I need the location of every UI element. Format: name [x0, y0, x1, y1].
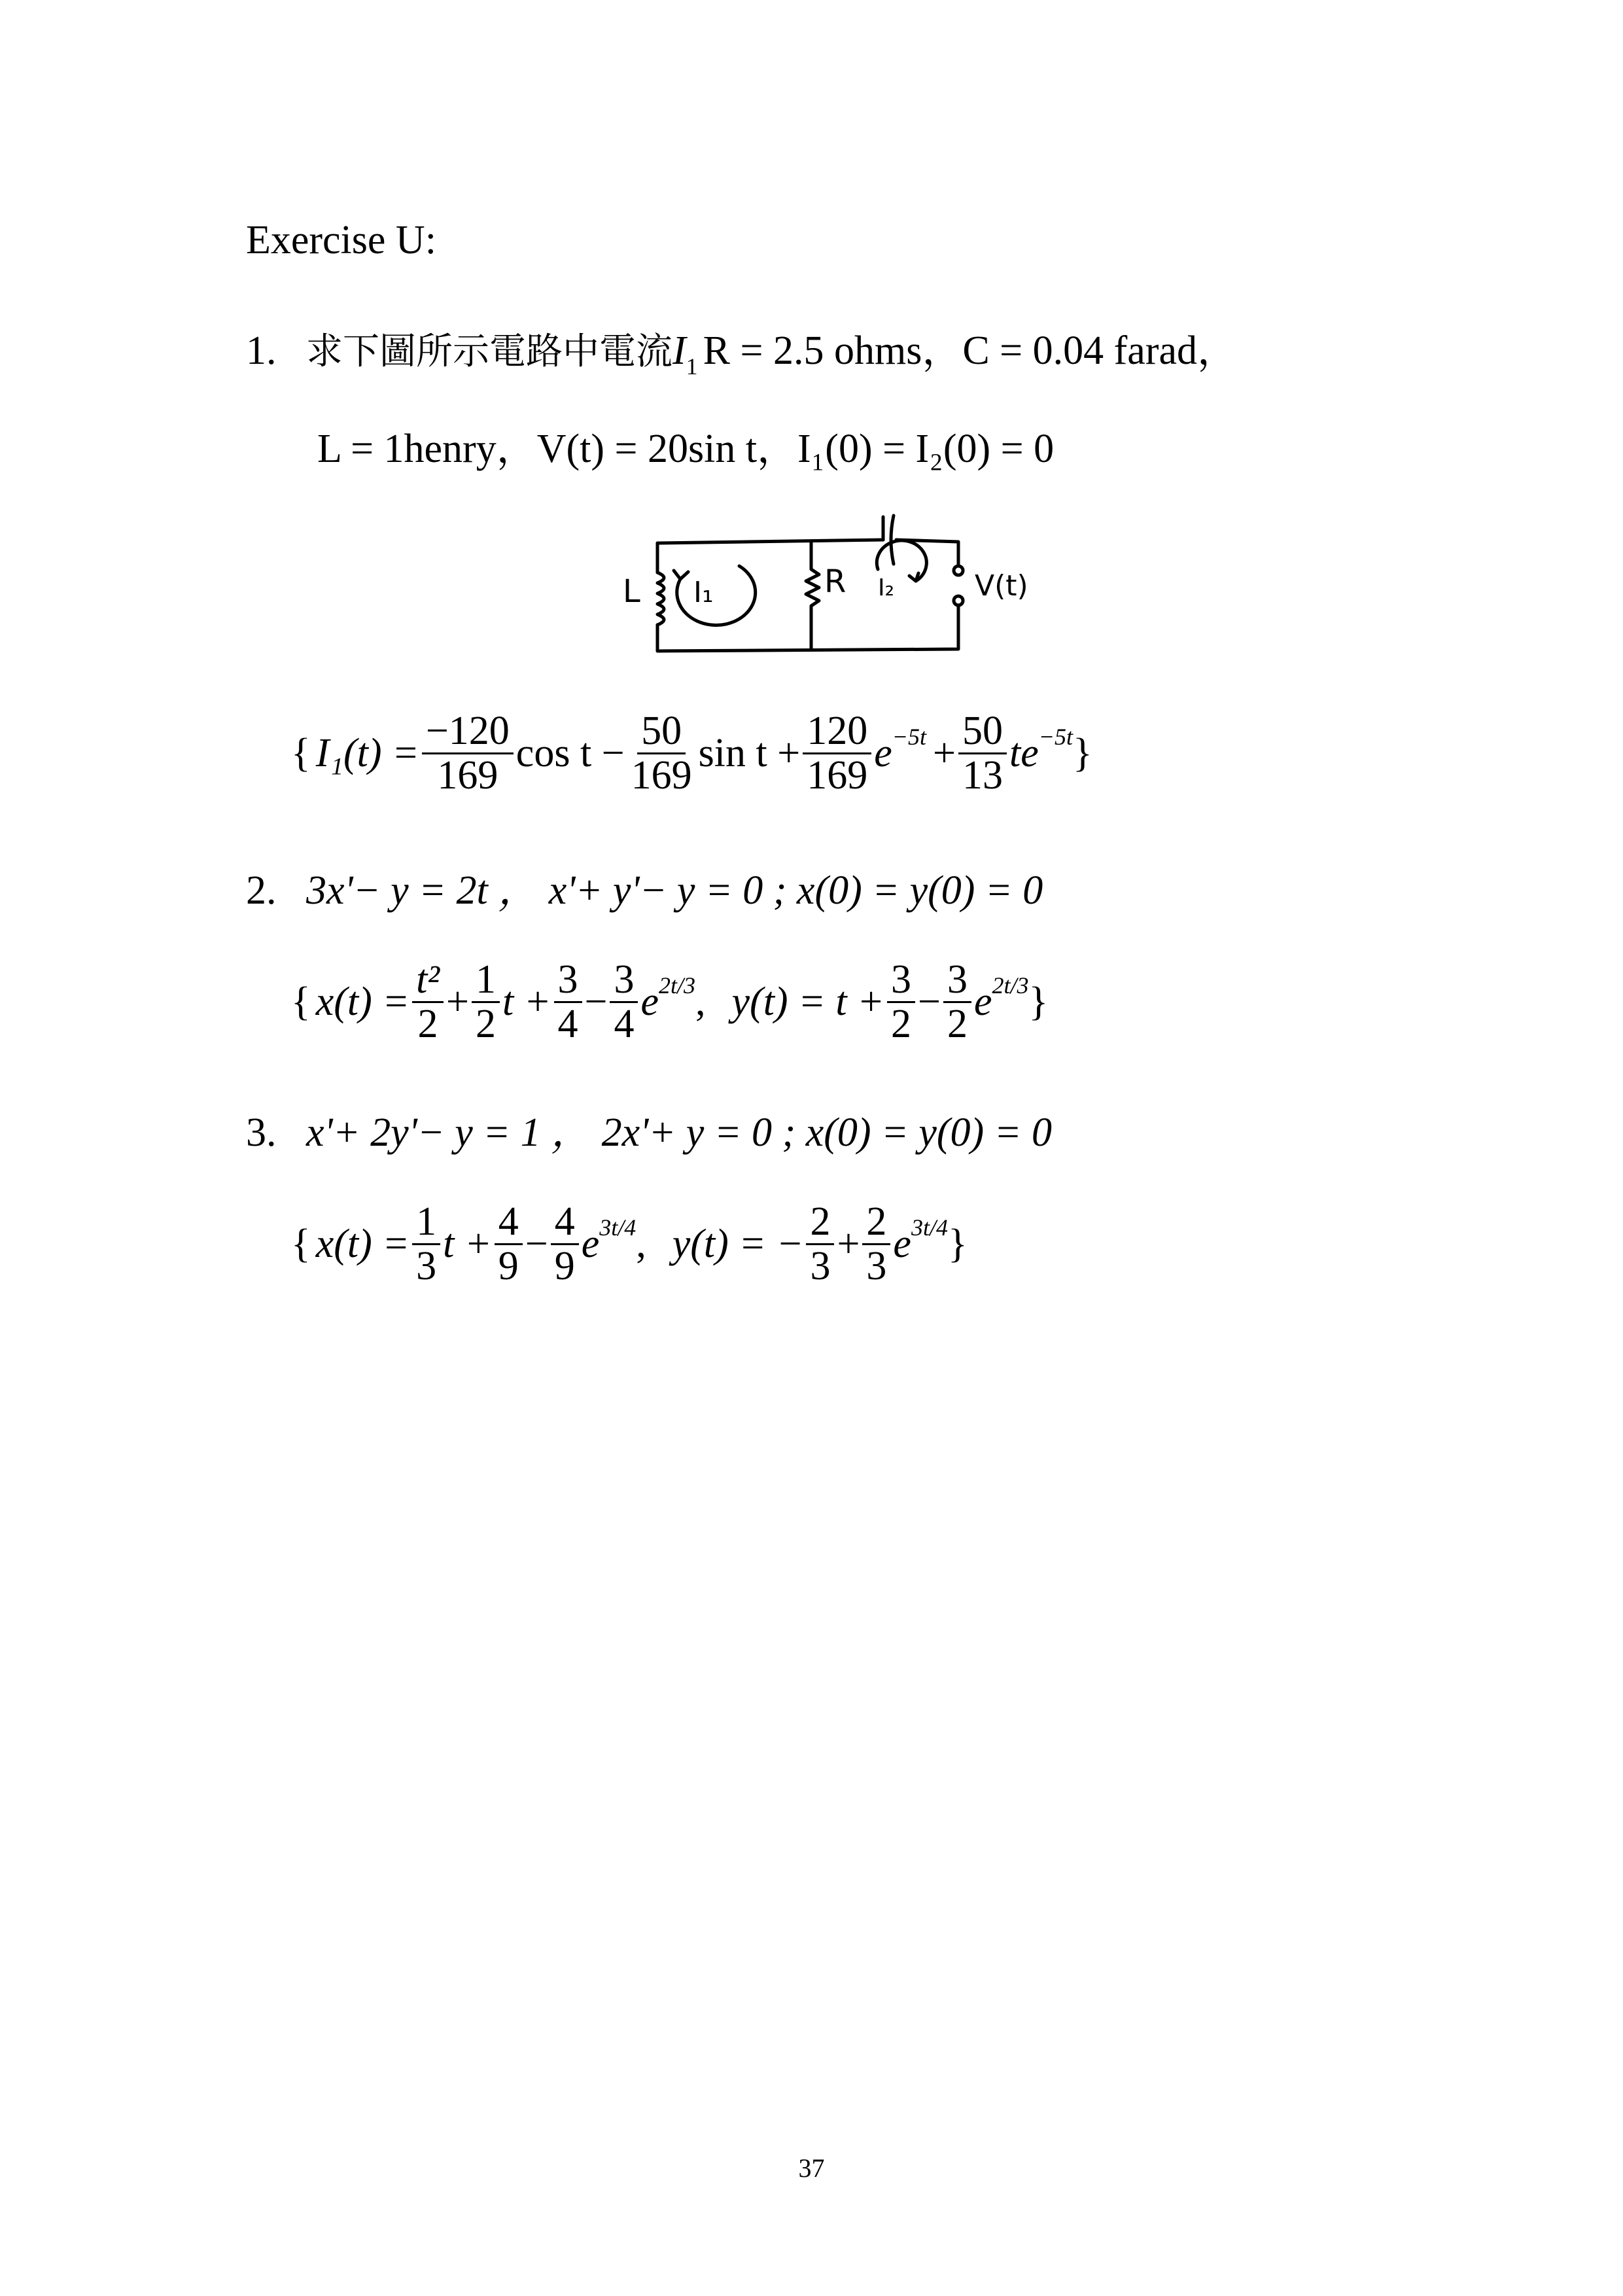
problem-3-number: 3.	[246, 1110, 277, 1155]
inductor-label: L	[623, 573, 640, 610]
problem-1-statement	[246, 317, 1238, 380]
fraction: $\frac{\text{t²}}{2}$	[412, 959, 444, 1046]
exponent: 2t/3	[659, 972, 696, 998]
problem-2-answer: { x(t) = $\frac{\text{t²}}{2}$ + $\frac{1}{2}$ t + $\frac{3}{4}$ − $\frac{3}{4}$ e 2t/3 , y(t) = t + $\frac{3}{2}$ − $\frac{3}{2}$ e 2t/3 }	[291, 957, 1049, 1047]
bottom-wire	[657, 605, 958, 651]
top-wire	[657, 540, 883, 543]
term: te	[1009, 731, 1039, 776]
problem-3-answer: { x(t) = $\frac{1}{3}$ t + $\frac{4}{9}$ − $\frac{4}{9}$ e 3t/4 , y(t) = − $\frac{2}{3}$ + $\frac{2}{3}$ e 3t/4 }	[291, 1199, 968, 1289]
problem-1-number: 1.	[246, 328, 277, 373]
exponent: 2t/3	[992, 972, 1029, 998]
circuit-diagram	[608, 504, 1066, 674]
brace-open: {	[291, 980, 311, 1025]
problem-1-params: R = 2.5 ohms，C = 0.04 farad，	[703, 328, 1238, 373]
fraction: $\frac{3}{2}$	[943, 959, 971, 1046]
fraction: $\frac{1}{2}$	[472, 959, 500, 1046]
source-terminal-top	[954, 566, 963, 575]
page-number: 37	[798, 2153, 825, 2183]
exponent: −5t	[1038, 723, 1073, 750]
fraction: $\frac{50}{13}$	[958, 710, 1007, 797]
fraction: $\frac{1}{3}$	[412, 1201, 440, 1288]
term: e	[874, 731, 892, 776]
loop-1-label: I₁	[693, 576, 714, 609]
fraction: $\frac{3}{2}$	[887, 959, 915, 1046]
source-label: V(t)	[975, 569, 1028, 603]
brace-open: {	[291, 1222, 311, 1267]
exponent: 3t/4	[599, 1214, 637, 1241]
term: cos t −	[515, 731, 625, 776]
problem-1-answer: { I₁(t) = $\frac{-120}{169}$ cos t − $\frac{50}{169}$ sin t + $\frac{120}{169}$ e −5t + $\frac{50}{13}$ te −5t }	[291, 709, 1092, 798]
term: sin t +	[698, 731, 801, 776]
fraction: $\frac{2}{3}$	[806, 1201, 834, 1288]
problem-2-statement: 2. 3x'− y = 2t ， x'+ y'− y = 0 ; x(0) = y(0) = 0	[246, 868, 1043, 913]
resistor-symbol	[806, 542, 819, 649]
current-subscript: 1	[686, 353, 698, 380]
exponent: −5t	[892, 723, 927, 750]
fraction: $\frac{4}{9}$	[551, 1201, 579, 1288]
current-variable: I	[672, 328, 686, 373]
fraction: $\frac{-120}{169}$	[422, 710, 514, 797]
problem-2-number: 2.	[246, 868, 277, 913]
inductor-symbol	[657, 573, 664, 625]
problem-1-conditions: L = 1henry，V(t) = 20sin t，I₁(0) = I₂(0) = 0	[317, 427, 1055, 471]
answer-lhs: I₁(t) =	[315, 731, 419, 776]
loop-2-label: I₂	[878, 574, 895, 601]
problem-3-statement: 3. x'+ 2y'− y = 1 ， 2x'+ y = 0 ; x(0) = y(0) = 0	[246, 1110, 1053, 1155]
exercise-heading: Exercise U:	[246, 218, 436, 262]
fraction: $\frac{2}{3}$	[862, 1201, 890, 1288]
brace-close: }	[947, 1222, 968, 1267]
source-terminal-bottom	[954, 596, 963, 605]
exponent: 3t/4	[911, 1214, 948, 1241]
resistor-label: R	[824, 563, 846, 600]
brace-close: }	[1073, 731, 1092, 776]
problem-1-prompt: 求下圖所示電路中電流	[306, 330, 672, 373]
fraction: $\frac{120}{169}$	[803, 710, 871, 797]
fraction: $\frac{4}{9}$	[495, 1201, 523, 1288]
brace-close: }	[1028, 980, 1049, 1025]
fraction: $\frac{3}{4}$	[610, 959, 638, 1046]
fraction: $\frac{3}{4}$	[554, 959, 582, 1046]
fraction: $\frac{50}{169}$	[631, 709, 692, 798]
loop-1-arrow	[677, 566, 756, 625]
brace-open: {	[291, 731, 311, 776]
